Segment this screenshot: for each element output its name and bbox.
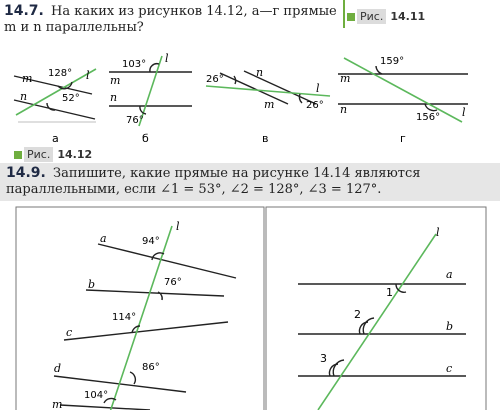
angle-label: 103° [122,59,147,70]
angle-label: 52° [62,93,80,104]
figure-caption-14-12 [14,147,96,162]
label-m: m [110,74,121,87]
angle-number: 3 [320,352,327,365]
label-n: n [20,90,28,103]
figure-14-13-frame [16,207,264,410]
angle-label: 114° [112,312,137,323]
angle-label: 86° [142,362,160,373]
caption-number: 14.12 [57,148,93,161]
angle-label: 159° [380,56,405,67]
label-m: m [22,72,33,85]
line-c [64,322,228,340]
angle-arc [130,372,135,384]
angle-label: 128° [48,68,73,79]
label-l: l [316,82,320,95]
line-b [86,290,224,296]
caption-g: г [400,132,406,145]
label-l: l [165,52,169,65]
angle-label: 156° [416,112,441,123]
label-l: l [462,106,466,119]
figure-14-13 [54,226,236,410]
label-b: b [88,278,96,291]
angle-label: 76° [164,277,182,288]
transversal-l [344,58,462,122]
problem-text: На каких из рисунков 14.12, а—г прямые m и n параллельны? [4,4,337,35]
line-a [98,244,236,278]
angle-label: 26° [206,74,224,85]
angle-arc [376,66,382,74]
transversal-l [318,234,436,410]
angle-arc [299,94,302,103]
caption-word: Рис. [24,147,53,162]
label-c: c [446,362,453,375]
label-n: n [340,103,348,116]
line-m [60,405,150,410]
label-m: m [264,98,275,111]
angle-label: 76° [126,115,144,126]
label-l: l [436,226,440,239]
angle-arc [363,318,374,334]
angle-label: 94° [142,236,160,247]
caption-marker [14,151,22,159]
label-l: l [86,69,90,82]
caption-b: б [142,132,149,145]
label-n: n [110,91,118,104]
figure-14-14-frame [266,207,486,410]
label-d: d [54,362,62,375]
label-c: c [66,326,73,339]
caption-v: в [262,132,269,145]
caption-number: 14.11 [390,10,426,23]
angle-label: 26° [306,100,324,111]
caption-word: Рис. [357,9,386,24]
angle-number: 2 [354,308,361,321]
label-b: b [446,320,454,333]
label-n: n [256,66,264,79]
label-a: a [446,268,453,281]
angle-label: 104° [84,390,109,401]
problem-number: 14.7. [4,3,44,19]
label-l: l [176,220,180,233]
label-m: m [52,398,63,410]
problem-14-9 [6,165,494,198]
subfigure-g [338,58,468,122]
figure-14-14 [298,234,466,410]
problem-text: Запишите, какие прямые на рисунке 14.14 являются параллельными, если ∠1 = 53°, ∠2 = 128°, ∠3 = 127°. [6,166,421,197]
angle-number: 1 [386,286,393,299]
label-a: a [100,232,107,245]
problem-number: 14.9. [6,165,46,181]
caption-a: а [52,132,59,145]
label-m: m [340,72,351,85]
